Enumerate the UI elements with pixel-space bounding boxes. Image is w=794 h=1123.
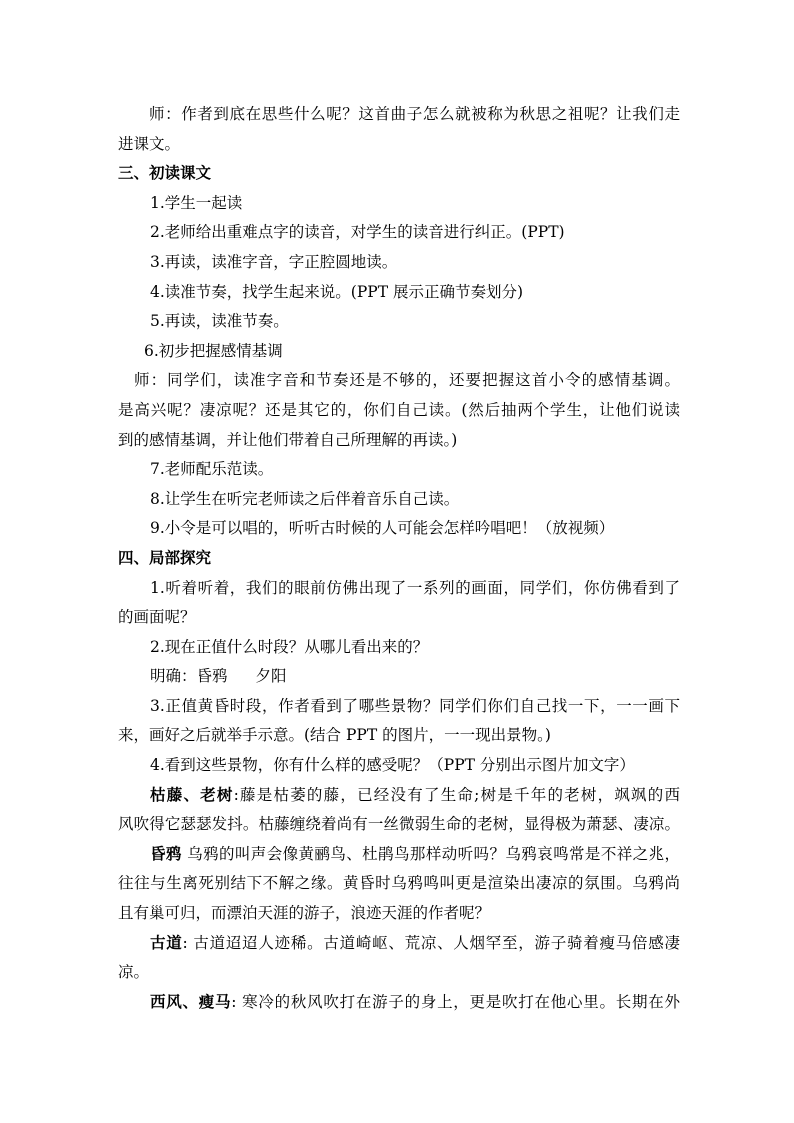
term-text: : 古道迢迢人迹稀。古道崎岖、荒凉、人烟罕至，游子骑着瘦马倍感凄 [182, 933, 680, 952]
question-line: 的画面呢？ [118, 608, 196, 627]
question-line: 2.现在正值什么时段？从哪儿看出来的？ [150, 637, 429, 656]
list-item: 2.老师给出重难点字的读音，对学生的读音进行纠正。(PPT) [150, 223, 565, 242]
term-label: 昏鸦 [150, 844, 182, 863]
paragraph-line: 是高兴呢？凄凉呢？还是其它的，你们自己读。(然后抽两个学生，让他们说读 [118, 400, 680, 419]
term-label: 古道 [150, 933, 183, 952]
answer-word: 夕阳 [255, 667, 287, 686]
list-item: 7.老师配乐范读。 [150, 460, 274, 479]
term-label: 枯藤、老树 [150, 785, 234, 804]
term-text: : 寒冷的秋风吹打在游子的身上，更是吹打在他心里。长期在外 [231, 992, 680, 1011]
intro-line-2: 进课文。 [118, 134, 181, 153]
term-label: 西风、瘦马 [150, 992, 232, 1011]
list-item: 3.再读，读准字音，字正腔圆地读。 [150, 252, 398, 271]
list-item: 9.小令是可以唱的，听听古时候的人可能会怎样吟唱吧！（放视频） [150, 519, 615, 538]
document-page [118, 100, 680, 1017]
term-paragraph-line: 且有巢可归，而漂泊天涯的游子，浪迹天涯的作者呢？ [118, 904, 491, 923]
answer-line [118, 662, 680, 692]
term-paragraph-line [118, 929, 680, 959]
question-line: 来，画好之后就举手示意。(结合 PPT 的图片，一一现出景物。) [118, 726, 551, 745]
list-item: 1.学生一起读 [150, 193, 243, 212]
section-3-heading: 三、初读课文 [118, 164, 212, 183]
term-paragraph-line [118, 840, 680, 870]
intro-line-1: 师：作者到底在思些什么呢？这首曲子怎么就被称为秋思之祖呢？让我们走 [149, 105, 680, 123]
question-line: 3.正值黄昏时段，作者看到了哪些景物？同学们你们自己找一下，一一画下 [150, 696, 680, 715]
question-line: 1.听着听着，我们的眼前仿佛出现了一系列的画面，同学们，你仿佛看到了 [150, 578, 680, 597]
term-paragraph-line [118, 781, 680, 811]
section-4-heading: 四、局部探究 [118, 548, 212, 567]
question-line: 4.看到这些景物，你有什么样的感受呢？（PPT 分别出示图片加文字） [150, 756, 635, 775]
paragraph-line: 到的感情基调，并让他们带着自己所理解的再读。) [118, 430, 458, 449]
term-paragraph-line [118, 988, 680, 1018]
term-text: 乌鸦的叫声会像黄鹂鸟、杜鹃鸟那样动听吗？乌鸦哀鸣常是不祥之兆， [181, 844, 680, 863]
term-paragraph-line: 凉。 [118, 963, 150, 982]
term-text: :藤是枯萎的藤，已经没有了生命;树是千年的老树，飒飒的西 [233, 785, 680, 804]
paragraph-line: 师：同学们，读准字音和节奏还是不够的，还要把握这首小令的感情基调。 [134, 371, 680, 390]
list-item: 8.让学生在听完老师读之后伴着音乐自己读。 [150, 489, 460, 508]
answer-label: 明确：昏鸦 [150, 667, 228, 686]
term-paragraph-line: 往往与生离死别结下不解之缘。黄昏时乌鸦鸣叫更是渲染出凄凉的氛围。乌鸦尚 [118, 874, 680, 893]
term-paragraph-line: 风吹得它瑟瑟发抖。枯藤缠绕着尚有一丝微弱生命的老树，显得极为萧瑟、凄凉。 [118, 815, 680, 834]
list-item: 6.初步把握感情基调 [144, 341, 283, 360]
list-item: 4.读准节奏，找学生起来说。(PPT 展示正确节奏划分) [150, 282, 524, 301]
list-item: 5.再读，读准节奏。 [150, 312, 289, 331]
